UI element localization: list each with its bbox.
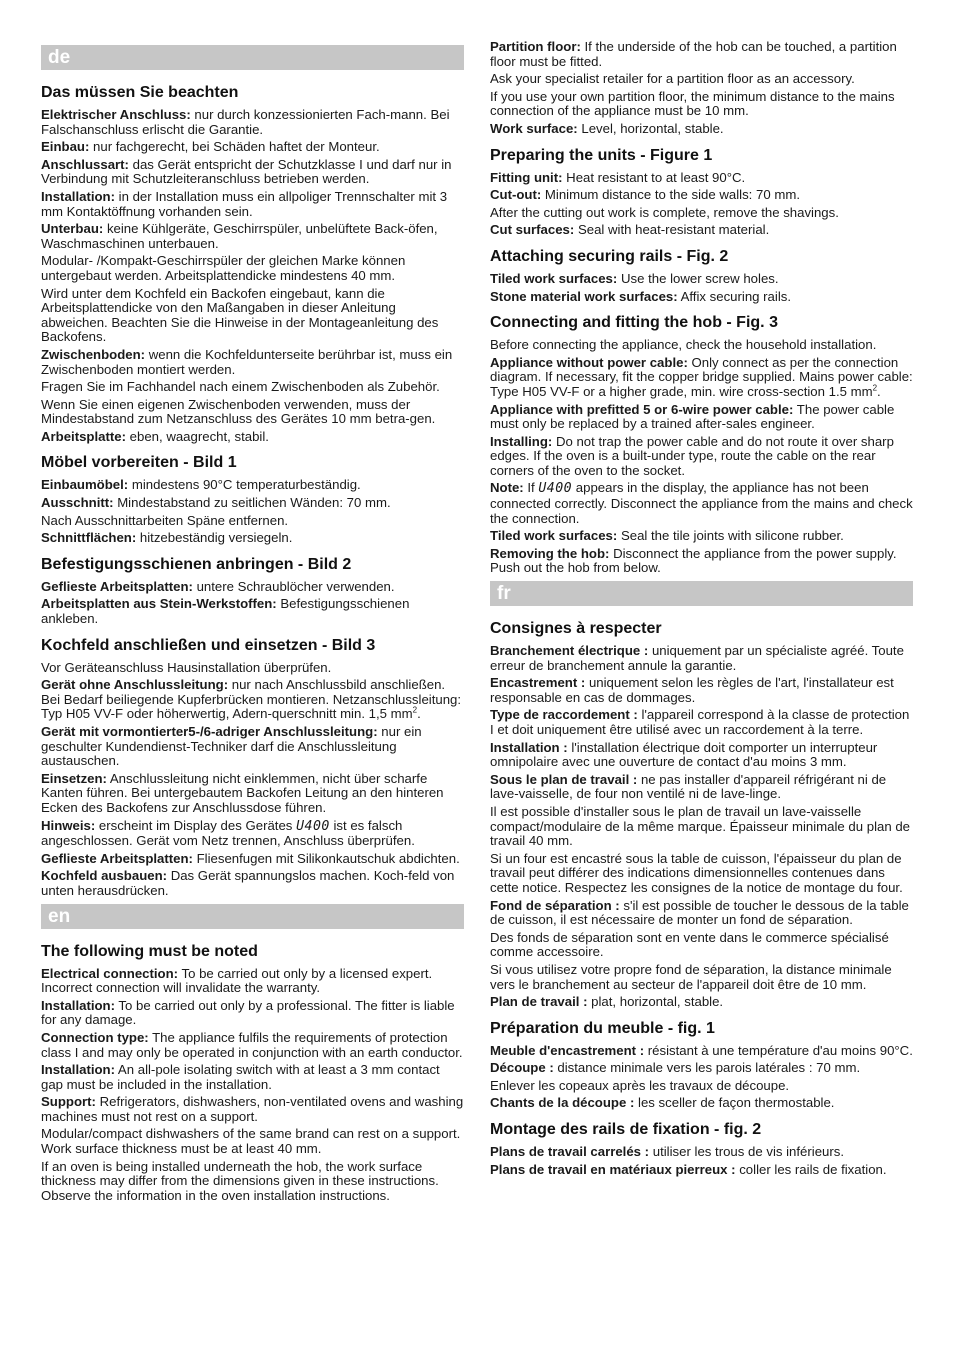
paragraph — [490, 1061, 913, 1076]
paragraph-text: Refrigerators, dishwashers, non-ventilated ovens and washing machines must not rest on a support. — [41, 1094, 464, 1124]
paragraph-text: To be carried out only by a professional. The fitter is liable for any damage. — [41, 997, 455, 1028]
term-label: Zwischenboden: — [41, 346, 146, 362]
term-label: Installation: — [41, 997, 115, 1013]
paragraph-text: Si vous utilisez votre propre fond de séparation, la distance minimale vers le branchement au secteur de l'appareil doit être de 10 mm. — [490, 961, 892, 992]
paragraph-text: Wenn Sie einen eigenen Zwischenboden verwenden, muss der Mindestabstand zum Netzanschluss des Gerätes 10 mm betra-gen. — [41, 396, 436, 427]
term-label: Stone material work surfaces: — [490, 288, 678, 304]
term-label: Geflieste Arbeitsplatten: — [41, 850, 193, 866]
paragraph-text: If you use your own partition floor, the minimum distance to the mains connection of the appliance must be 10 mm. — [490, 88, 895, 119]
paragraph-text: l'installation électrique doit comporter un interrupteur omnipolaire avec une ouverture de contact d'au moins 3 mm. — [490, 739, 878, 770]
paragraph — [41, 190, 464, 219]
paragraph-text: Fliesenfugen mit Silikonkautschuk abdichten. — [192, 850, 460, 866]
paragraph — [41, 380, 464, 395]
term-label: Fond de séparation : — [490, 897, 620, 913]
paragraph — [41, 478, 464, 493]
paragraph — [490, 338, 913, 353]
term-label: Support: — [41, 1094, 96, 1110]
paragraph-text: hitzebeständig versiegeln. — [136, 530, 293, 546]
paragraph — [41, 725, 464, 769]
paragraph-text: Enlever les copeaux après les travaux de découpe. — [490, 1077, 790, 1093]
paragraph-text: nur durch konzessionierten Fach-mann. Bei Falschanschluss erlischt die Garantie. — [41, 107, 450, 137]
language-header-de: de — [41, 45, 464, 70]
paragraph — [41, 348, 464, 377]
paragraph — [41, 597, 464, 626]
paragraph — [41, 967, 464, 996]
term-label: Gerät ohne Anschlussleitung: — [41, 677, 229, 693]
paragraph — [490, 1145, 913, 1160]
paragraph — [41, 287, 464, 345]
paragraph-text-end: . — [877, 383, 881, 399]
paragraph — [41, 496, 464, 511]
paragraph-text: les sceller de façon thermostable. — [634, 1095, 835, 1111]
term-label: Encastrement : — [490, 675, 586, 691]
display-code: U400 — [296, 818, 330, 834]
paragraph — [490, 708, 913, 737]
paragraph — [41, 852, 464, 867]
paragraph-text: nur nach Anschlussbild anschließen. Bei Bedarf beiliegende Kupferbrücken montieren. Netzanschlussleitung: Typ H05 VV-F oder höherwertig, Adern-querschnitt min. 1,5 mm — [41, 677, 462, 722]
section-heading: Connecting and fitting the hob - Fig. 3 — [490, 314, 778, 332]
paragraph — [41, 254, 464, 283]
paragraph-text: nur ein geschulter Kundendienst-Techniker darf die Anschlussleitung austauschen. — [41, 724, 422, 769]
paragraph — [490, 547, 913, 576]
paragraph-text: Modular- /Kompakt-Geschirrspüler der gleichen Marke können untergebaut werden. Arbeitsplattendicke mindestens 40 mm. — [41, 253, 406, 283]
term-label: Note: — [490, 480, 524, 496]
term-label: Ausschnitt: — [41, 495, 114, 511]
paragraph-text: If an oven is being installed underneath the hob, the work surface thickness may differ from the dimensions given in these instructions. Observe the information in the oven installation instructions. — [41, 1158, 439, 1203]
paragraph — [490, 773, 913, 802]
paragraph — [490, 852, 913, 896]
paragraph — [41, 580, 464, 595]
term-label: Geflieste Arbeitsplatten: — [41, 578, 193, 594]
paragraph — [490, 1096, 913, 1111]
paragraph-text: After the cutting out work is complete, remove the shavings. — [490, 204, 839, 220]
section-heading: Das müssen Sie beachten — [41, 84, 239, 101]
paragraph-text: Level, horizontal, stable. — [577, 120, 724, 136]
paragraph-text: Il est possible d'installer sous le plan de travail un lave-vaisselle compact/modulaire de la même marque. Épaisseur minimale du plan de travail 40 mm. — [490, 803, 911, 849]
language-header-en: en — [41, 904, 464, 929]
paragraph — [41, 108, 464, 137]
term-label: Cut-out: — [490, 187, 542, 203]
term-label: Installing: — [490, 433, 553, 449]
paragraph — [490, 40, 913, 69]
paragraph — [490, 403, 913, 432]
paragraph — [41, 999, 464, 1028]
paragraph — [490, 206, 913, 221]
paragraph — [41, 1063, 464, 1092]
column-right — [490, 40, 913, 1180]
paragraph — [490, 1079, 913, 1094]
paragraph — [490, 805, 913, 849]
term-label: Branchement électrique : — [490, 643, 649, 659]
term-label: Appliance with prefitted 5 or 6-wire power cable: — [490, 401, 794, 417]
paragraph-text: Minimum distance to the side walls: 70 mm. — [541, 187, 800, 203]
paragraph — [41, 1127, 464, 1156]
paragraph-text: résistant à une température d'au moins 90°C. — [644, 1042, 913, 1058]
paragraph — [41, 158, 464, 187]
paragraph-text: das Gerät entspricht der Schutzklasse I und darf nur in Verbindung mit Schutzleiteranschluss betrieben werden. — [41, 156, 452, 187]
paragraph — [490, 963, 913, 992]
paragraph-text: Disconnect the appliance from the power supply. Push out the hob from below. — [490, 545, 897, 576]
paragraph — [41, 222, 464, 251]
paragraph — [490, 931, 913, 960]
term-label: Einsetzen: — [41, 770, 107, 786]
term-label: Connection type: — [41, 1029, 149, 1045]
term-label: Installation: — [41, 1062, 115, 1078]
paragraph — [490, 529, 913, 544]
paragraph-text: ne pas installer d'appareil réfrigérant ni de lave-vaisselle, de four non ventilé ni de lave-linge. — [490, 771, 887, 802]
paragraph-text: If the underside of the hob can be touched, a partition floor must be fitted. — [490, 39, 897, 69]
term-label: Work surface: — [490, 120, 578, 136]
term-label: Plans de travail en matériaux pierreux : — [490, 1161, 736, 1177]
paragraph — [41, 1031, 464, 1060]
superscript: 2 — [872, 383, 878, 393]
paragraph-text: Use the lower screw holes. — [617, 270, 779, 286]
section-heading: Preparing the units - Figure 1 — [490, 146, 713, 164]
paragraph-text: Heat resistant to at least 90°C. — [562, 169, 746, 185]
paragraph-text: in der Installation muss ein allpoliger Trennschalter mit 3 mm Kontaktöffnung vorhanden sein. — [41, 188, 448, 219]
paragraph-text: Modular/compact dishwashers of the same brand can rest on a support. Work surface thickness must be at least 40 mm. — [41, 1126, 461, 1157]
paragraph-text: Des fonds de séparation sont en vente dans le commerce spécialisé comme accessoire. — [490, 929, 889, 960]
paragraph-text: Anschlussleitung nicht einklemmen, nicht über scharfe Kanten führen. Bei untergebautem Backofen Leitung an den hinteren Ecken des Backofens zur Anschlussdose führen. — [41, 770, 444, 815]
term-label: Installation : — [490, 739, 568, 755]
paragraph — [41, 398, 464, 427]
section-heading: Befestigungsschienen anbringen - Bild 2 — [41, 555, 352, 573]
section-heading: Préparation du meuble - fig. 1 — [490, 1019, 715, 1037]
paragraph-text-end: ist es falsch angeschlossen. Gerät vom Netz trennen, Anschluss überprüfen. — [41, 817, 415, 849]
term-label: Electrical connection: — [41, 965, 179, 981]
paragraph-text: Mindestabstand zu seitlichen Wänden: 70 mm. — [113, 495, 391, 511]
paragraph — [41, 1095, 464, 1124]
paragraph-text: Nach Ausschnittarbeiten Späne entfernen. — [41, 512, 289, 528]
paragraph-text: l'appareil correspond à la classe de protection I et doit uniquement être utilisé avec un raccordement à la terre. — [490, 707, 910, 737]
term-label: Cut surfaces: — [490, 222, 575, 238]
paragraph — [490, 356, 913, 400]
paragraph-text: Do not trap the power cable and do not route it over sharp edges. If the oven is a built-under type, route the cable on the rear corners of the oven to the socket. — [490, 433, 894, 478]
term-label: Fitting unit: — [490, 169, 563, 185]
section-heading: Möbel vorbereiten - Bild 1 — [41, 454, 237, 472]
paragraph — [490, 435, 913, 479]
paragraph — [490, 676, 913, 705]
paragraph — [41, 661, 464, 676]
language-header-fr: fr — [490, 581, 913, 606]
term-label: Plans de travail carrelés : — [490, 1144, 650, 1160]
paragraph — [490, 223, 913, 238]
section-heading: Montage des rails de fixation - fig. 2 — [490, 1121, 762, 1139]
term-label: Appliance without power cable: — [490, 354, 688, 370]
paragraph-text: An all-pole isolating switch with at least a 3 mm contact gap must be included in the installation. — [41, 1062, 440, 1092]
section-heading: Kochfeld anschließen und einsetzen - Bild 3 — [41, 636, 376, 654]
paragraph-text: uniquement selon les règles de l'art, l'installateur est responsable en cas de dommages. — [490, 675, 894, 705]
paragraph-text: Ask your specialist retailer for a partition floor as an accessory. — [490, 71, 855, 87]
paragraph-text: If — [523, 480, 539, 496]
paragraph — [490, 72, 913, 87]
paragraph — [490, 995, 913, 1010]
paragraph-text: wenn die Kochfeldunterseite berührbar ist, muss ein Zwischenboden montiert werden. — [41, 346, 453, 377]
paragraph — [41, 869, 464, 898]
paragraph — [490, 899, 913, 928]
paragraph-text-end: . — [417, 706, 421, 722]
term-label: Anschlussart: — [41, 156, 129, 172]
paragraph-text: untere Schraublöcher verwenden. — [192, 578, 395, 594]
term-label: Elektrischer Anschluss: — [41, 107, 191, 122]
term-label: Tiled work surfaces: — [490, 270, 618, 286]
paragraph-text-end: appears in the display, the appliance has not been connected correctly. Disconnect the appliance from the mains and check the connection. — [490, 480, 913, 526]
paragraph-text: The power cable must only be replaced by a trained after-sales engineer. — [490, 401, 895, 432]
term-label: Plan de travail : — [490, 994, 588, 1010]
paragraph — [490, 644, 913, 673]
paragraph — [490, 1163, 913, 1178]
paragraph — [490, 481, 913, 526]
term-label: Einbaumöbel: — [41, 477, 129, 493]
term-label: Meuble d'encastrement : — [490, 1042, 645, 1058]
paragraph — [41, 514, 464, 529]
term-label: Tiled work surfaces: — [490, 528, 618, 544]
term-label: Découpe : — [490, 1060, 554, 1076]
term-label: Type de raccordement : — [490, 707, 638, 723]
paragraph-text: Das Gerät spannungslos machen. Koch-feld von unten herausdrücken. — [41, 868, 455, 898]
paragraph-text: nur fachgerecht, bei Schäden haftet der Monteur. — [89, 139, 380, 155]
paragraph-text: plat, horizontal, stable. — [587, 994, 724, 1010]
paragraph-text: The appliance fulfils the requirements of protection class I and may only be operated in conjunction with an earth conductor. — [41, 1029, 463, 1060]
paragraph — [490, 122, 913, 137]
paragraph — [41, 819, 464, 849]
paragraph-text: Befestigungsschienen ankleben. — [41, 596, 410, 627]
paragraph-text: uniquement par un spécialiste agréé. Toute erreur de branchement annule la garantie. — [490, 643, 904, 673]
term-label: Chants de la découpe : — [490, 1095, 635, 1111]
term-label: Kochfeld ausbauen: — [41, 868, 168, 884]
paragraph-text: Si un four est encastré sous la table de cuisson, l'épaisseur du plan de travail peut différer des indications dimensionnelles contenues dans cette notice. Respectez les consignes de la notice de montage du four. — [490, 850, 903, 895]
paragraph-text: utiliser les trous de vis inférieurs. — [649, 1144, 845, 1160]
paragraph-text: s'il est possible de toucher le dessous de la table de cuisson, il est nécessaire de monter un fond de séparation. — [490, 897, 909, 928]
paragraph-text: To be carried out only by a licensed expert. Incorrect connection will invalidate the warranty. — [41, 965, 433, 996]
term-label: Sous le plan de travail : — [490, 771, 638, 787]
paragraph-text: eben, waagrecht, stabil. — [126, 428, 269, 444]
superscript: 2 — [412, 706, 418, 716]
paragraph — [490, 1044, 913, 1059]
paragraph — [41, 140, 464, 155]
section-heading: The following must be noted — [41, 942, 258, 960]
term-label: Partition floor: — [490, 39, 581, 54]
paragraph-text: keine Kühlgeräte, Geschirrspüler, unbelüftete Back-öfen, Waschmaschinen unterbauen. — [41, 221, 438, 251]
column-left — [41, 40, 464, 1206]
term-label: Einbau: — [41, 139, 90, 155]
paragraph-text: Seal the tile joints with silicone rubber. — [617, 528, 844, 544]
paragraph — [41, 772, 464, 816]
term-label: Gerät mit vormontierter5-/6-adriger Anschlussleitung: — [41, 724, 378, 739]
paragraph-text: mindestens 90°C temperaturbeständig. — [128, 477, 361, 493]
term-label: Arbeitsplatten aus Stein-Werkstoffen: — [41, 596, 277, 612]
term-label: Arbeitsplatte: — [41, 428, 126, 444]
paragraph-text: coller les rails de fixation. — [735, 1161, 887, 1177]
section-heading: Attaching securing rails - Fig. 2 — [490, 247, 729, 265]
term-label: Schnittflächen: — [41, 530, 137, 546]
paragraph-text: Only connect as per the connection diagram. If necessary, fit the copper bridge supplied. Mains power cable: Type H05 VV-F or a higher grade, min. wire cross-section 1.5 mm — [490, 354, 913, 399]
paragraph-text: Fragen Sie im Fachhandel nach einem Zwischenboden als Zubehör. — [41, 379, 440, 395]
paragraph-text: Before connecting the appliance, check the household installation. — [490, 337, 877, 353]
paragraph-text: Affix securing rails. — [677, 288, 792, 304]
paragraph-text: Wird unter dem Kochfeld ein Backofen eingebaut, kann die Arbeitsplattendicke von den Maßangaben in dieser Anleitung abweichen. Beachten Sie die Hinweise in der Montageanleitung des Backofens. — [41, 285, 439, 345]
term-label: Hinweis: — [41, 817, 96, 833]
term-label: Installation: — [41, 188, 115, 204]
display-code: U400 — [538, 481, 573, 497]
paragraph — [490, 188, 913, 203]
paragraph-text: Seal with heat-resistant material. — [574, 222, 770, 238]
paragraph — [490, 741, 913, 770]
section-heading: Consignes à respecter — [490, 620, 662, 638]
paragraph — [41, 430, 464, 445]
term-label: Removing the hob: — [490, 545, 610, 561]
paragraph — [41, 678, 464, 722]
paragraph — [41, 531, 464, 546]
paragraph — [490, 290, 913, 305]
paragraph — [490, 272, 913, 287]
paragraph — [490, 171, 913, 186]
paragraph — [490, 90, 913, 119]
paragraph-text: distance minimale vers les parois latérales : 70 mm. — [553, 1060, 861, 1076]
term-label: Unterbau: — [41, 221, 104, 237]
paragraph — [41, 1160, 464, 1204]
paragraph-text: erscheint im Display des Gerätes — [95, 817, 297, 833]
paragraph-text: Vor Geräteanschluss Hausinstallation überprüfen. — [41, 659, 332, 675]
